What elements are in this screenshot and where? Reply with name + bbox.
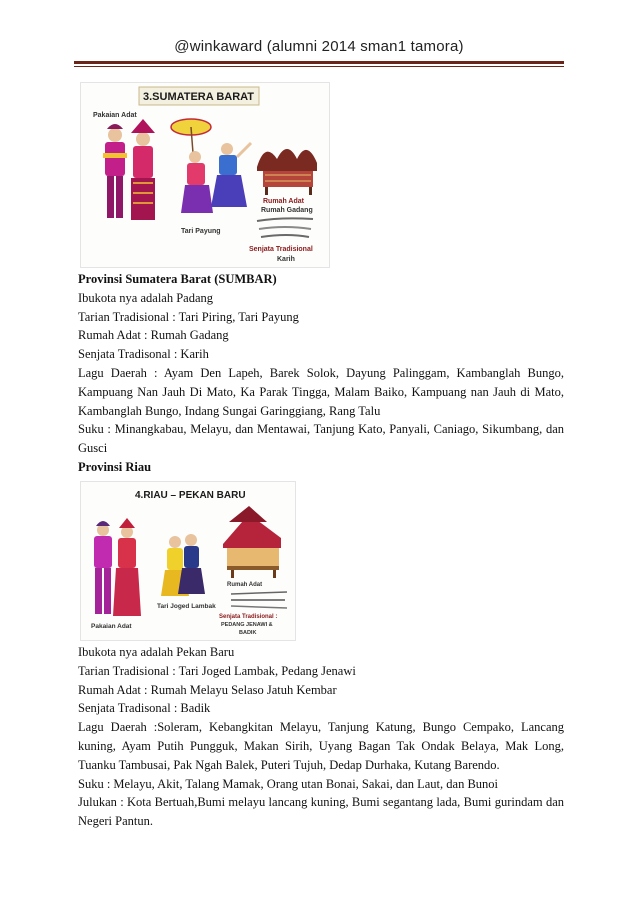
tarian-line: Tarian Tradisional : Tari Joged Lambak, Pedang Jenawi [78, 663, 356, 678]
rumah-adat-line: Rumah Adat : Rumah Gadang [78, 328, 229, 343]
illustration-title: 4.RIAU – PEKAN BARU [135, 490, 246, 501]
section-heading: Provinsi Riau [78, 460, 152, 474]
header-rule-thick [74, 61, 564, 64]
label-pakaian-adat: Pakaian Adat [93, 112, 137, 119]
section-sumatera-barat-text [78, 270, 564, 458]
suku-line: Suku : Minangkabau, Melayu, dan Mentawai, Tanjung Kato, Panyali, Caniago, Sikumbang, dan Gusci [78, 422, 564, 456]
ibukota-line: Ibukota nya adalah Pekan Baru [78, 645, 235, 659]
sumatera-barat-illustration [80, 82, 330, 268]
julukan-line: Julukan : Kota Bertuah,Bumi melayu lancang kuning, Bumi segantang lada, Bumi gurindam dan Negeri Pantun. [78, 795, 564, 829]
section-riau-heading [78, 458, 564, 477]
senjata-figure [231, 592, 287, 608]
tari-payung-figures [171, 119, 251, 213]
illustration-title: 3.SUMATERA BARAT [143, 91, 255, 103]
header-rule-thin [74, 66, 564, 67]
label-rumah-adat: Rumah Adat [227, 582, 263, 588]
label-tari-joged: Tari Joged Lambak [157, 603, 216, 610]
label-pedang-jenawi: PEDANG JENAWI & [221, 622, 273, 628]
suku-line: Suku : Melayu, Akit, Talang Mamak, Orang utan Bonai, Sakai, dan Laut, dan Bunoi [78, 776, 499, 791]
label-karih: Karih [277, 256, 295, 263]
tarian-line: Tarian Tradisional : Tari Piring, Tari Payung [78, 309, 299, 324]
rumah-gadang-figure [257, 149, 317, 195]
pakaian-adat-figures [94, 518, 141, 616]
section-riau-text [78, 643, 564, 831]
ibukota-line: Ibukota nya adalah Padang [78, 290, 214, 305]
senjata-line: Senjata Tradisonal : Karih [78, 347, 209, 362]
page-header: @winkaward (alumni 2014 sman1 tamora) [174, 38, 464, 55]
label-tari-payung: Tari Payung [181, 228, 221, 235]
label-pakaian-adat: Pakaian Adat [91, 623, 132, 630]
tari-joged-figures [161, 534, 205, 596]
rumah-adat-line: Rumah Adat : Rumah Melayu Selaso Jatuh Kembar [78, 682, 337, 697]
pakaian-adat-figures [103, 119, 155, 220]
riau-illustration [80, 481, 296, 641]
label-senjata-tradisional: Senjata Tradisional [249, 246, 313, 253]
label-rumah-gadang: Rumah Gadang [261, 207, 313, 214]
label-rumah-adat: Rumah Adat [263, 198, 304, 205]
label-badik: BADIK [239, 630, 257, 636]
senjata-line: Senjata Tradisonal : Badik [78, 701, 211, 716]
lagu-daerah-line: Lagu Daerah : Ayam Den Lapeh, Barek Solok, Dayung Palinggam, Kambanglah Bungo, Kampuang Nan Jauh Di Mato, Ka Parak Tingga, Malam Baiko, Kampuang nan Jauh di Mato, Kambanglah Bungo, Indang Sungai Garinggiang, Rang Talu [78, 365, 564, 418]
rumah-melayu-figure [223, 506, 281, 578]
label-senjata-tradisional: Senjata Tradisional : [219, 614, 278, 620]
lagu-daerah-line: Lagu Daerah :Soleram, Kebangkitan Melayu, Tanjung Katung, Bungo Cempako, Lancang kuning, Ayam Putih Pungguk, Makan Sirih, Uyang Bagan Tak Ondak Belaya, Mak Long, Tuanku Tambusai, Pak Ngah Balek, Puteri Tujuh, Dedap Durhaka, Kutang Barendo. [78, 720, 564, 772]
section-heading: Provinsi Sumatera Barat (SUMBAR) [78, 272, 277, 286]
karih-figure [257, 218, 313, 237]
